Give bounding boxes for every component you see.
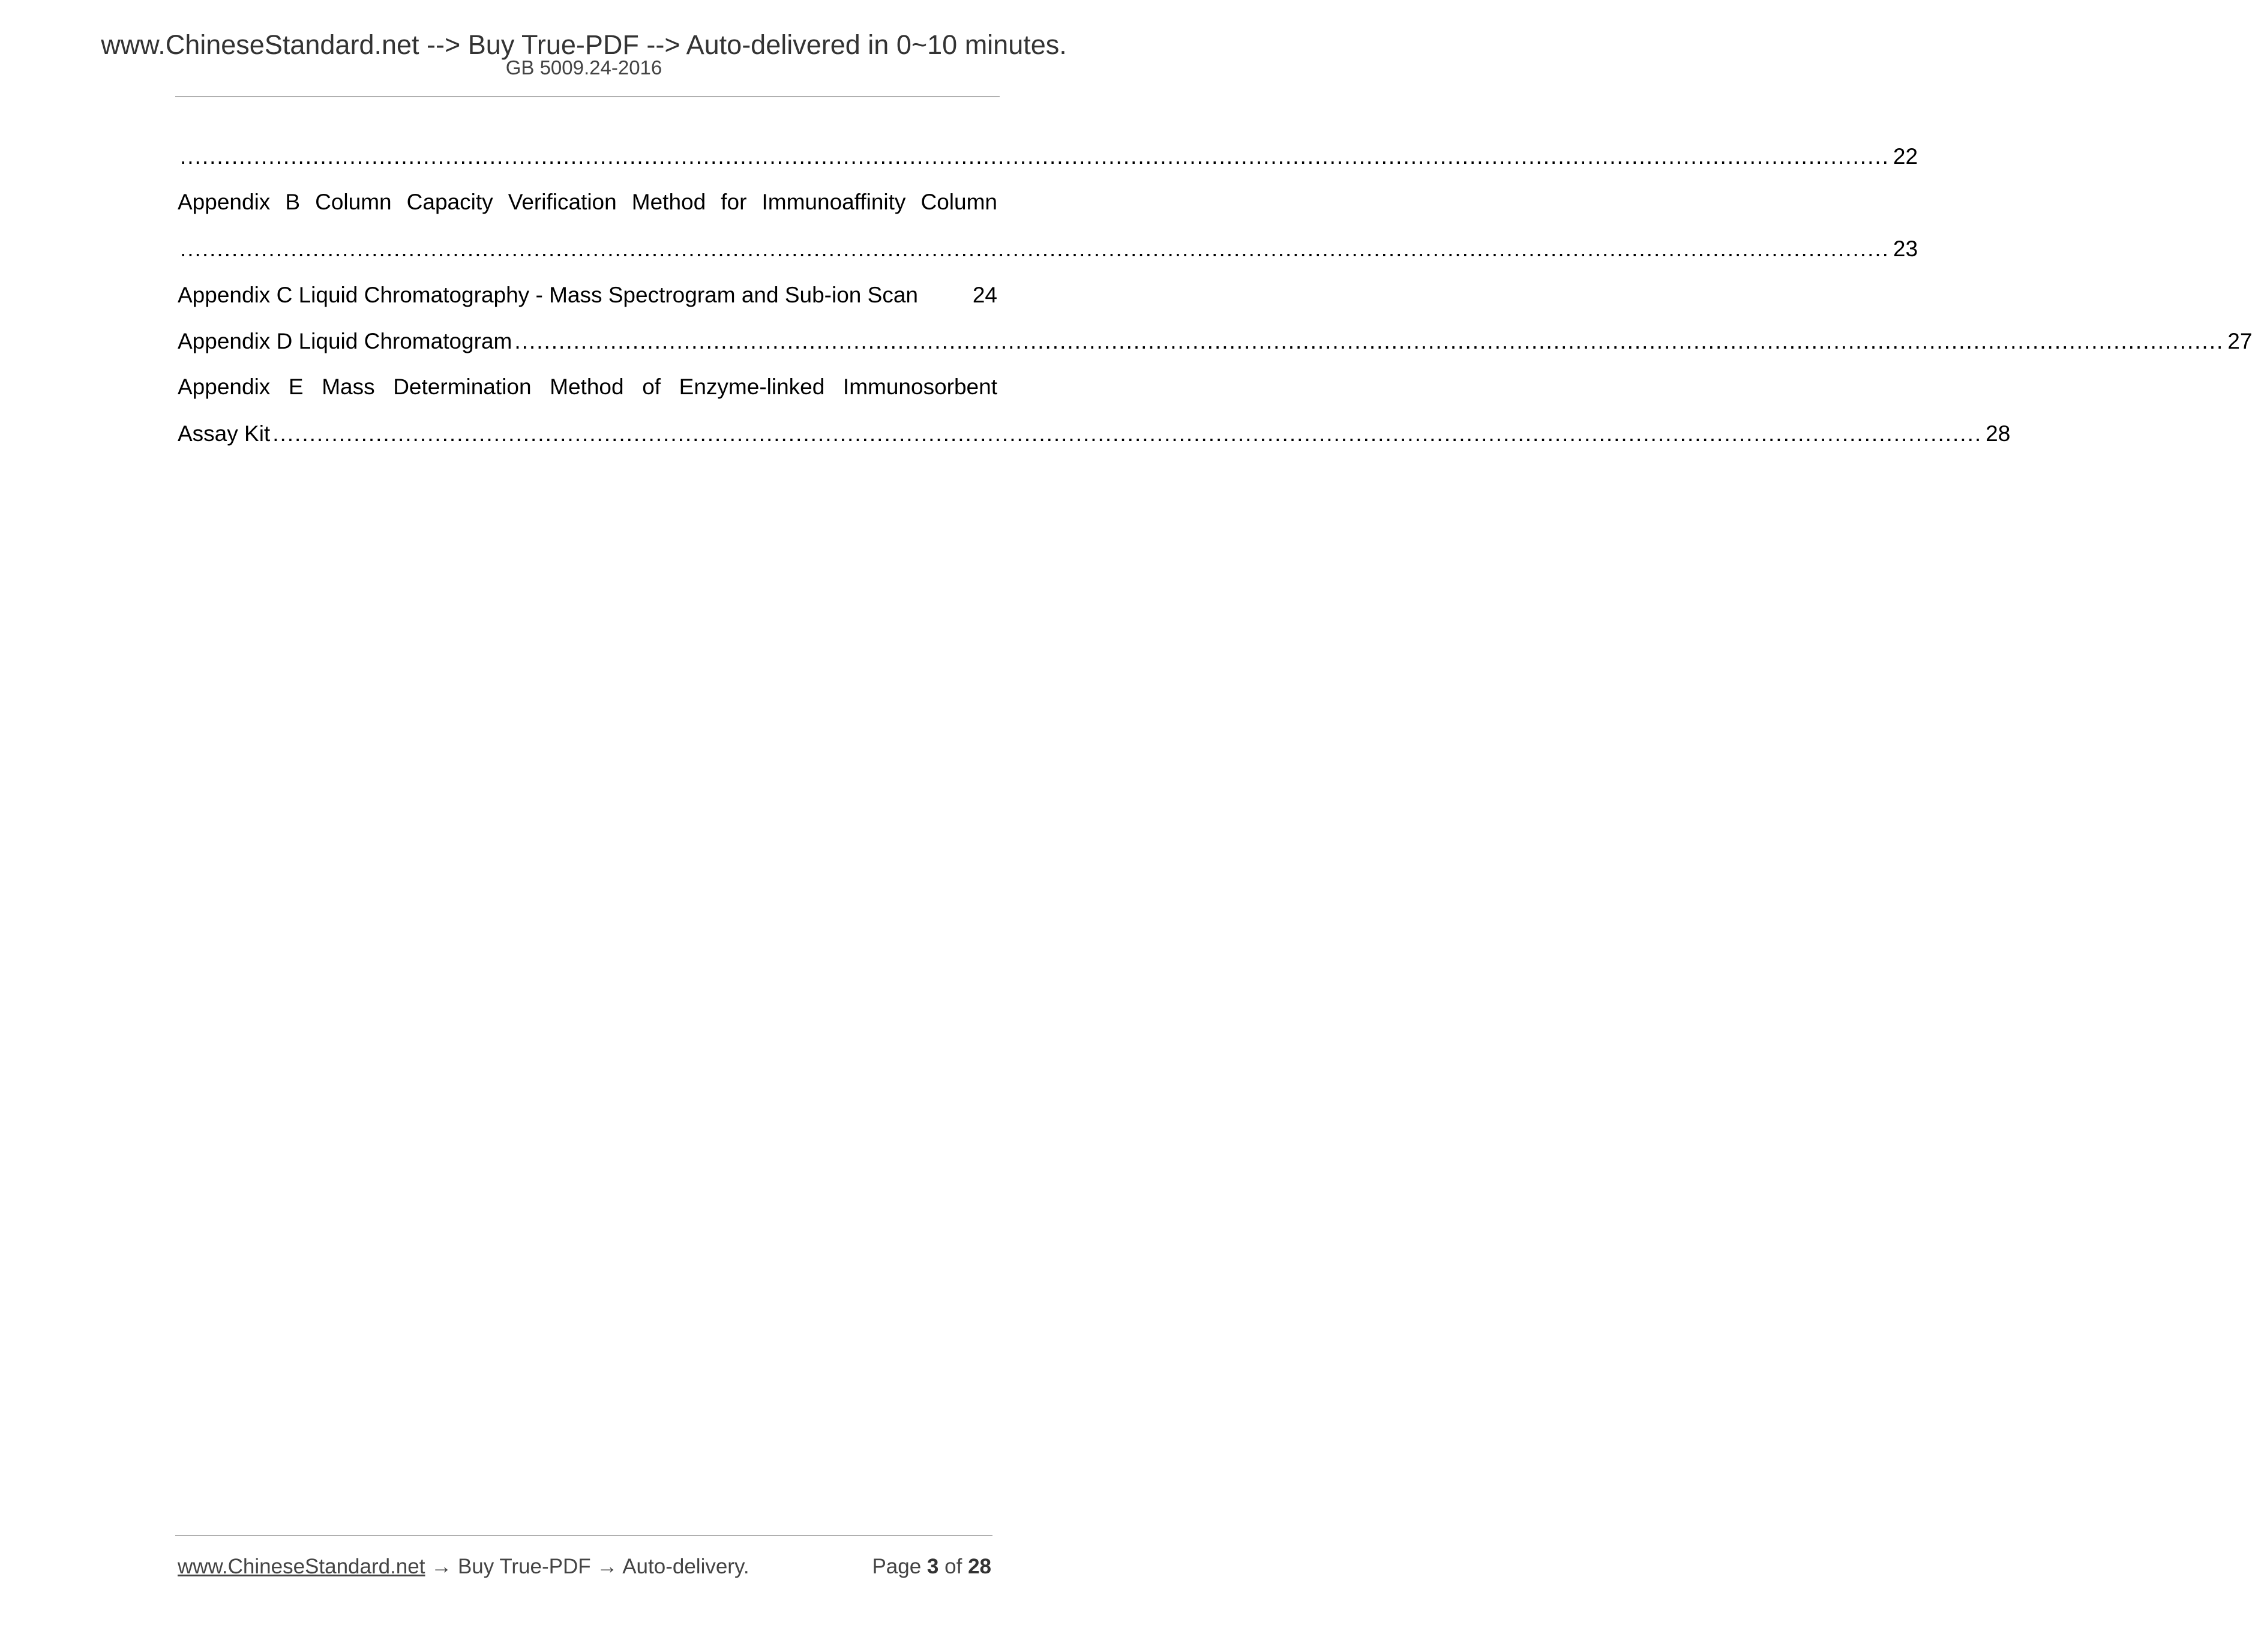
toc-entry-page: 28 [1986,421,2011,446]
arrow-right-icon: → [431,1555,452,1578]
header-divider [175,96,1000,97]
table-of-contents [178,133,2252,457]
toc-leader-dots: ........................................................................................................................................................................................................................................ [180,236,1890,261]
footer-promo [178,1552,749,1582]
toc-entry-appendix-c[interactable] [178,272,997,318]
toc-entry-appendix-d[interactable] [178,318,2252,364]
toc-entry-label: Appendix D Liquid Chromatogram [178,328,514,355]
of-word: of [944,1555,962,1578]
footer-buy-text: Buy True-PDF [457,1555,591,1578]
document-code: GB 5009.24-2016 [505,56,662,79]
toc-entry-appendix-e[interactable] [178,364,997,410]
toc-entry-label: Appendix B Column Capacity Verification Method for Immunoaffinity Column [178,190,997,214]
toc-entry-label: Appendix C Liquid Chromatography - Mass Spectrogram and Sub-ion Scan [178,282,920,308]
footer-divider [175,1535,992,1536]
footer-auto-text: Auto-delivery. [622,1555,749,1578]
footer-site-link[interactable]: www.ChineseStandard.net [178,1555,425,1578]
toc-entry-assay-kit[interactable] [178,410,2011,457]
page-number [872,1552,991,1582]
current-page: 3 [926,1555,939,1578]
toc-entry-label: Appendix E Mass Determination Method of Enzyme-linked Immunosorbent [178,374,997,399]
toc-leader-dots: ........................................................................................................................................................................................................................................ [514,328,2224,353]
toc-entry-dots-22[interactable] [178,133,1918,179]
toc-leader-dots: ........................................................................................................................................................................................................................................ [272,421,1983,446]
toc-entry-page: 23 [1893,236,1918,261]
toc-leader-dots: ........................................................................................................................................................................................................................................ [180,143,1890,169]
toc-entry-page: 22 [1893,143,1918,169]
toc-entry-appendix-b[interactable] [178,179,997,226]
total-pages: 28 [968,1555,991,1578]
page-word: Page [872,1555,922,1578]
toc-entry-label: Assay Kit [178,421,272,447]
arrow-right-icon: → [596,1555,618,1578]
top-banner: www.ChineseStandard.net --> Buy True-PDF --> Auto-delivered in 0~10 minutes. [101,29,1067,60]
toc-entry-dots-23[interactable] [178,226,1918,272]
toc-entry-page: 27 [2227,328,2252,353]
toc-entry-page: 24 [972,282,997,307]
page-footer [178,1552,994,1582]
